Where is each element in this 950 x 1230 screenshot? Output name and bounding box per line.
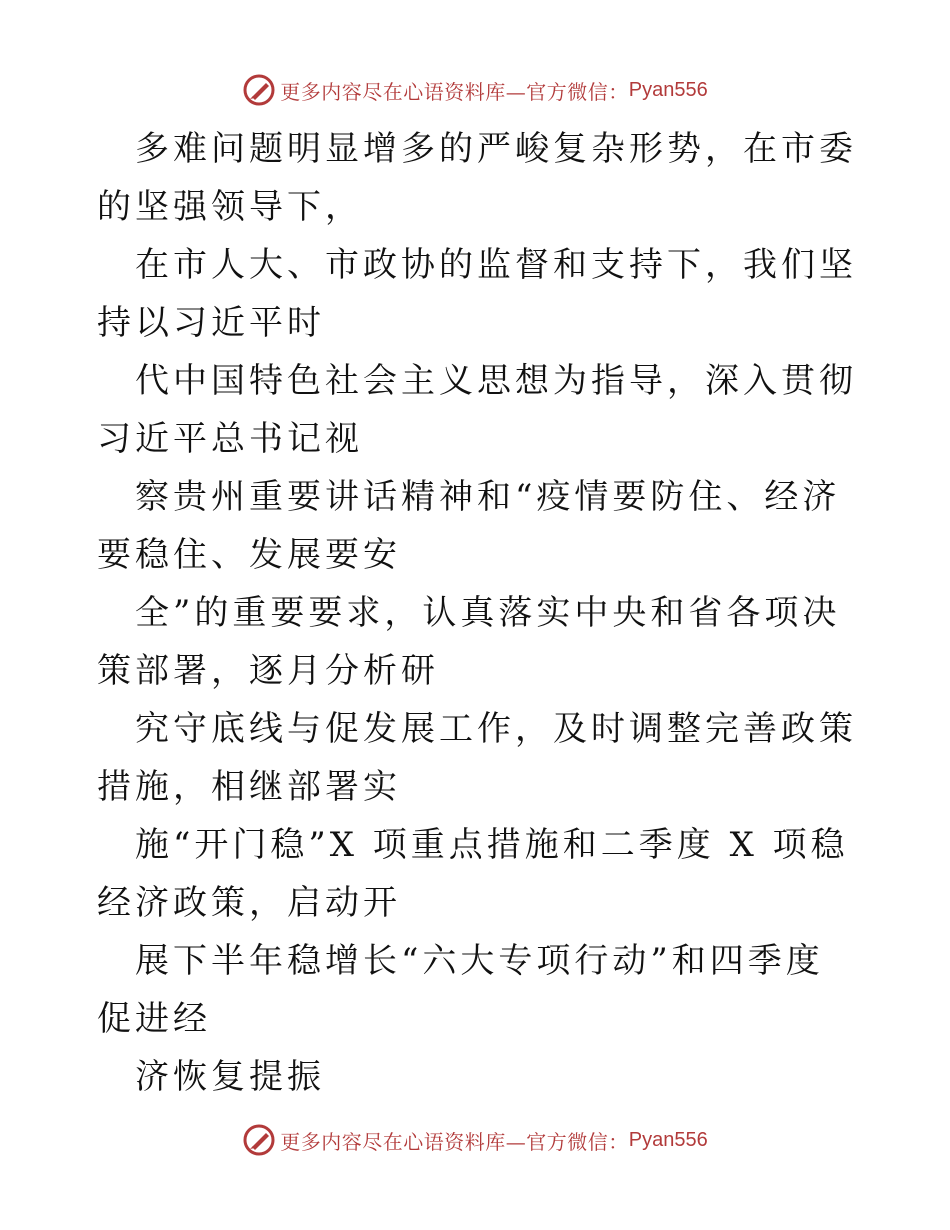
pen-logo-icon: [242, 73, 276, 107]
paragraph-line: 多难问题明显增多的严峻复杂形势，在市委的坚强领导下，: [97, 129, 857, 227]
wechat-id: Pyan556: [628, 78, 708, 101]
wechat-id: Pyan556: [628, 1128, 708, 1151]
footer-banner: [0, 1120, 950, 1160]
banner-text: 更多内容尽在心语资料库—官方微信：: [280, 1129, 629, 1154]
paragraph-line: 施“开门稳”X 项重点措施和二季度 X 项稳经济政策，启动开: [97, 825, 849, 923]
paragraph-line: 全”的重要要求，认真落实中央和省各项决策部署，逐月分析研: [97, 593, 841, 691]
paragraph-line: 代中国特色社会主义思想为指导，深入贯彻习近平总书记视: [97, 361, 857, 459]
banner-text: 更多内容尽在心语资料库—官方微信：: [280, 79, 629, 104]
pen-logo-icon: [242, 1123, 276, 1157]
header-banner: [0, 70, 950, 110]
paragraph-line: 在市人大、市政协的监督和支持下，我们坚持以习近平时: [97, 245, 857, 343]
paragraph-line: 察贵州重要讲话精神和“疫情要防住、经济要稳住、发展要安: [97, 477, 841, 575]
paragraph-line: 展下半年稳增长“六大专项行动”和四季度促进经: [97, 941, 824, 1039]
paragraph-line: 济恢复提振: [135, 1057, 325, 1097]
paragraph-line: 究守底线与促发展工作，及时调整完善政策措施，相继部署实: [97, 709, 857, 807]
document-body: [97, 120, 857, 1106]
